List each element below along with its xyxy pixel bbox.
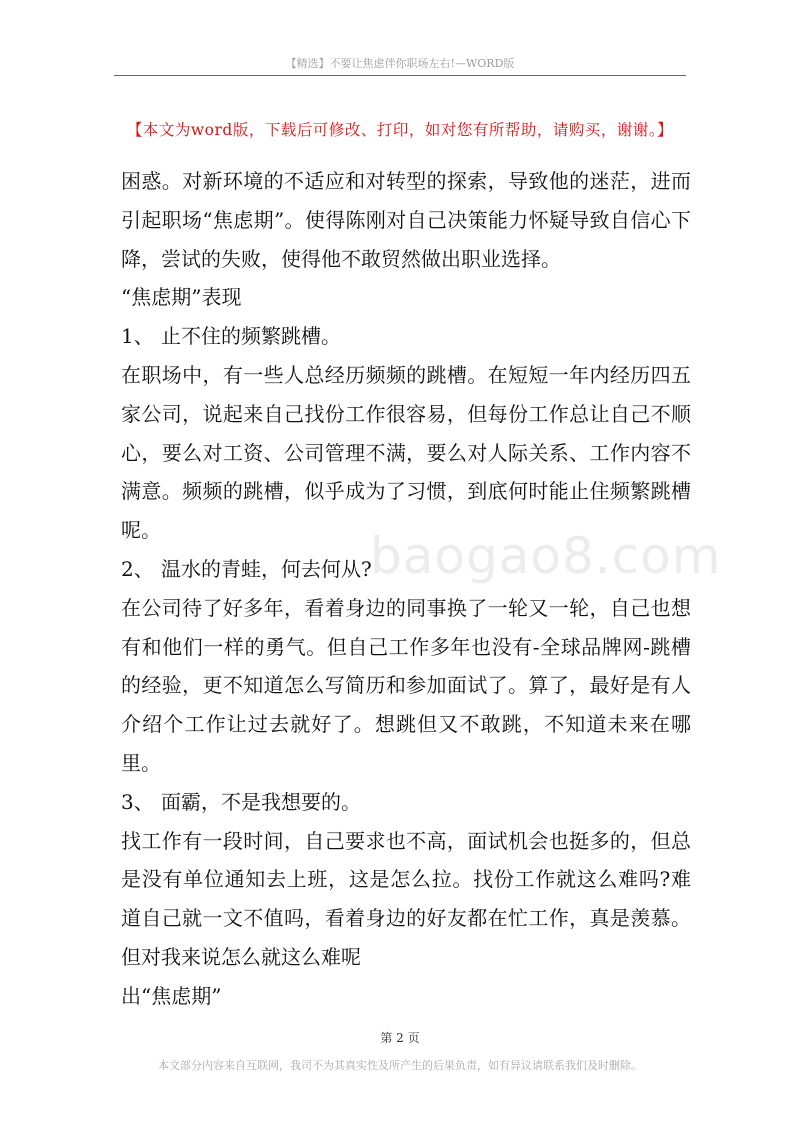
- list-item-heading-2: [121, 550, 691, 589]
- list-item-title: 止不住的频繁跳槽。: [161, 324, 341, 349]
- page-number: 第 2 页: [380, 1031, 420, 1045]
- list-item-heading-3: [121, 783, 691, 822]
- header-divider: [114, 75, 686, 76]
- paragraph-item-3: 找工作有一段时间，自己要求也不高，面试机会也挺多的，但总是没有单位通知去上班，这是怎么拉。找份工作就这么难吗?难道自己就一文不值吗，看着身边的好友都在忙工作，真是羡慕。但对我来说怎么就这么难呢: [121, 828, 691, 969]
- list-item-title: 面霸，不是我想要的。: [161, 789, 361, 814]
- list-number: 2、: [121, 556, 154, 581]
- paragraph-item-1: 在职场中，有一些人总经历频频的跳槽。在短短一年内经历四五家公司，说起来自己找份工作很容易，但每份工作总让自己不顺心，要么对工资、公司管理不满，要么对人际关系、工作内容不满意。频频的跳槽，似乎成为了习惯，到底何时能止住频繁跳槽呢。: [121, 362, 691, 543]
- list-number: 3、: [121, 789, 154, 814]
- list-item-heading-1: [121, 317, 691, 356]
- document-body: [121, 162, 691, 1016]
- page-header: 【精选】不要让焦虑伴你职场左右!—WORD版: [285, 57, 515, 70]
- watermark: baogao8.com: [370, 527, 722, 585]
- list-number: 1、: [121, 324, 154, 349]
- section-heading: “焦虑期”表现: [121, 285, 242, 310]
- paragraph-last: 出“焦虑期”: [121, 983, 222, 1008]
- paragraph-intro: 困惑。对新环境的不适应和对转型的探索，导致他的迷茫，进而引起职场“焦虑期”。使得陈刚对自己决策能力怀疑导致自信心下降，尝试的失败，使得他不敢贸然做出职业选择。: [121, 169, 691, 271]
- download-notice: 【本文为word版，下载后可修改、打印，如对您有所帮助，请购买，谢谢。】: [126, 121, 674, 139]
- paragraph-item-2: 在公司待了好多年，看着身边的同事换了一轮又一轮，自己也想有和他们一样的勇气。但自己工作多年也没有-全球品牌网-跳槽的经验，更不知道怎么写简历和参加面试了。算了，最好是有人介绍个工作让过去就好了。想跳但又不敢跳，不知道未来在哪里。: [121, 595, 691, 775]
- list-item-title: 温水的青蛙，何去何从?: [161, 556, 372, 581]
- footer-disclaimer: 本文部分内容来自互联网，我司不为其真实性及所产生的后果负责，如有异议请联系我们及时删除。: [158, 1059, 642, 1072]
